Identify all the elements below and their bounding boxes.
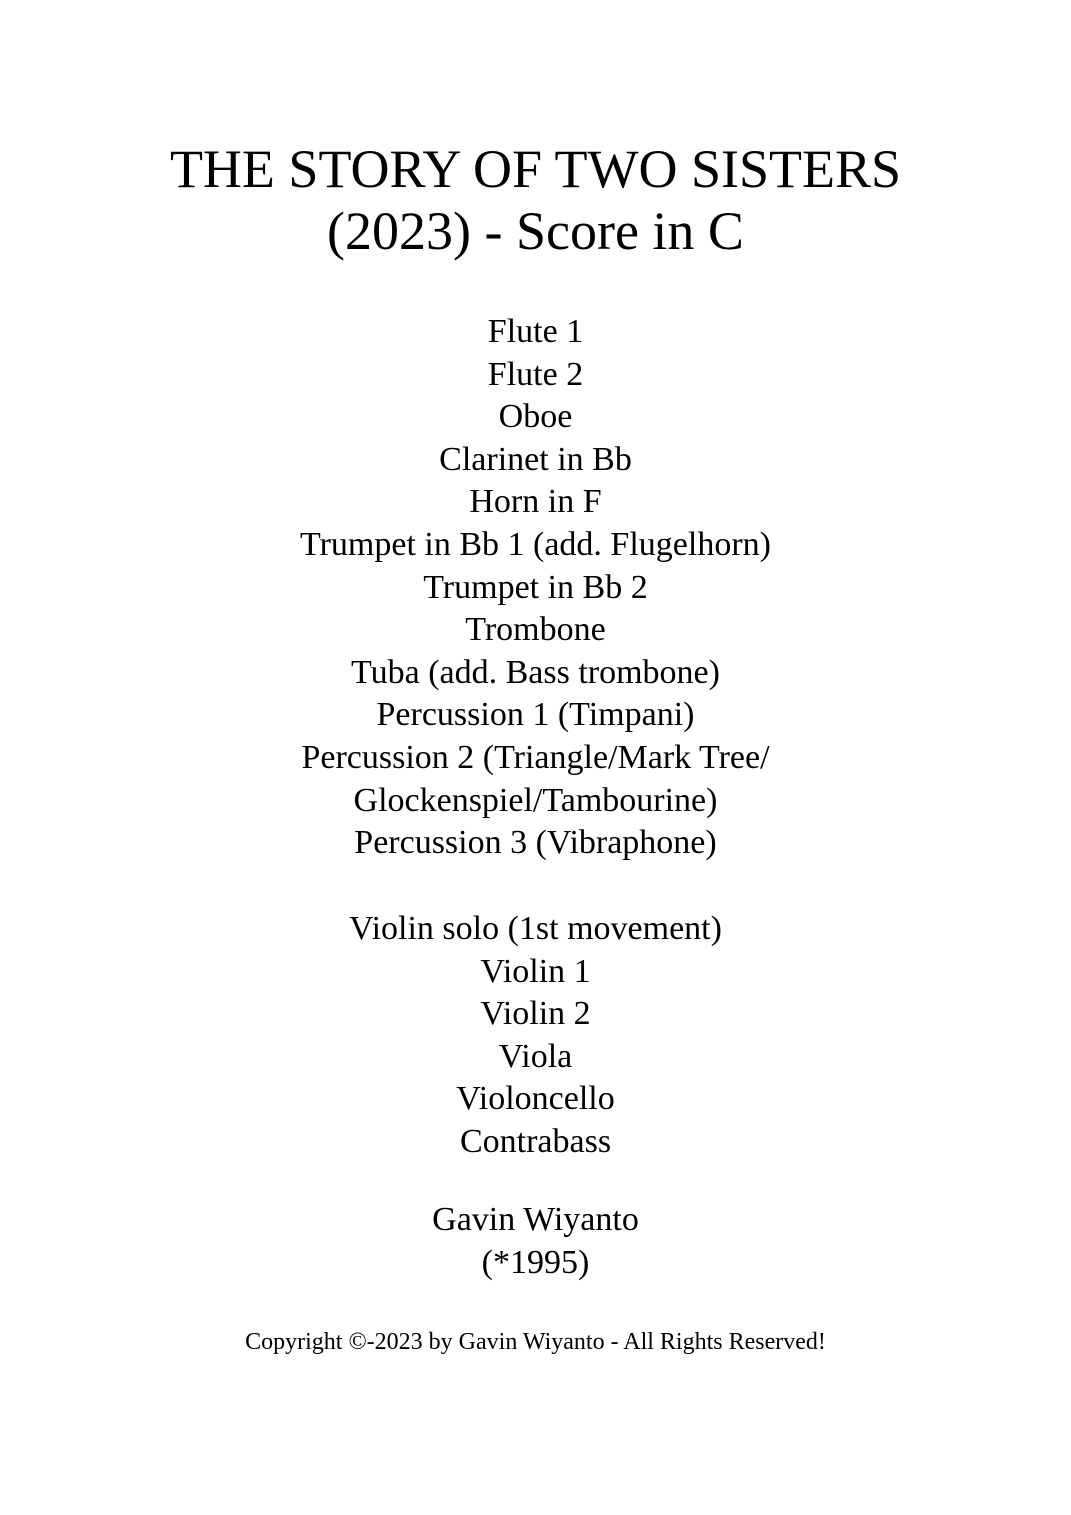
composer-name: Gavin Wiyanto — [432, 1201, 639, 1238]
instrument-item: Violoncello — [456, 1080, 615, 1118]
instrument-item: Violin 2 — [480, 995, 591, 1033]
instrument-item: Flute 2 — [487, 355, 584, 393]
page-title — [0, 138, 1071, 262]
instrument-item: Glockenspiel/Tambourine) — [353, 781, 718, 819]
instrument-item: Percussion 1 (Timpani) — [376, 696, 695, 734]
instrument-item: Trumpet in Bb 2 — [423, 568, 648, 606]
instrument-item: Violin 1 — [480, 952, 591, 990]
instrument-item: Tuba (add. Bass trombone) — [351, 653, 720, 691]
instrument-item: Flute 1 — [487, 313, 584, 350]
instrument-item: Contrabass — [459, 1122, 612, 1160]
instrument-item: Clarinet in Bb — [439, 440, 632, 478]
instrument-item: Percussion 3 (Vibraphone) — [354, 824, 717, 862]
title-line-1: THE STORY OF TWO SISTERS — [169, 139, 902, 199]
instrument-item: Percussion 2 (Triangle/Mark Tree/ — [301, 738, 770, 776]
instrument-item: Trombone — [465, 611, 606, 649]
title-line-2: (2023) - Score in C — [327, 201, 744, 261]
instrument-list-strings — [0, 908, 1071, 1164]
instrument-item: Viola — [498, 1037, 573, 1075]
composer-block — [0, 1199, 1071, 1284]
copyright-notice: Copyright ©-2023 by Gavin Wiyanto - All Rights Reserved! — [245, 1329, 826, 1355]
instrument-item: Violin solo (1st movement) — [349, 910, 722, 947]
instrument-item: Horn in F — [469, 483, 602, 521]
instrument-item: Oboe — [498, 398, 573, 436]
composer-birth-year: (*1995) — [481, 1243, 590, 1281]
instrument-item: Trumpet in Bb 1 (add. Flugelhorn) — [300, 525, 771, 563]
instrument-list-winds-percussion — [0, 311, 1071, 865]
